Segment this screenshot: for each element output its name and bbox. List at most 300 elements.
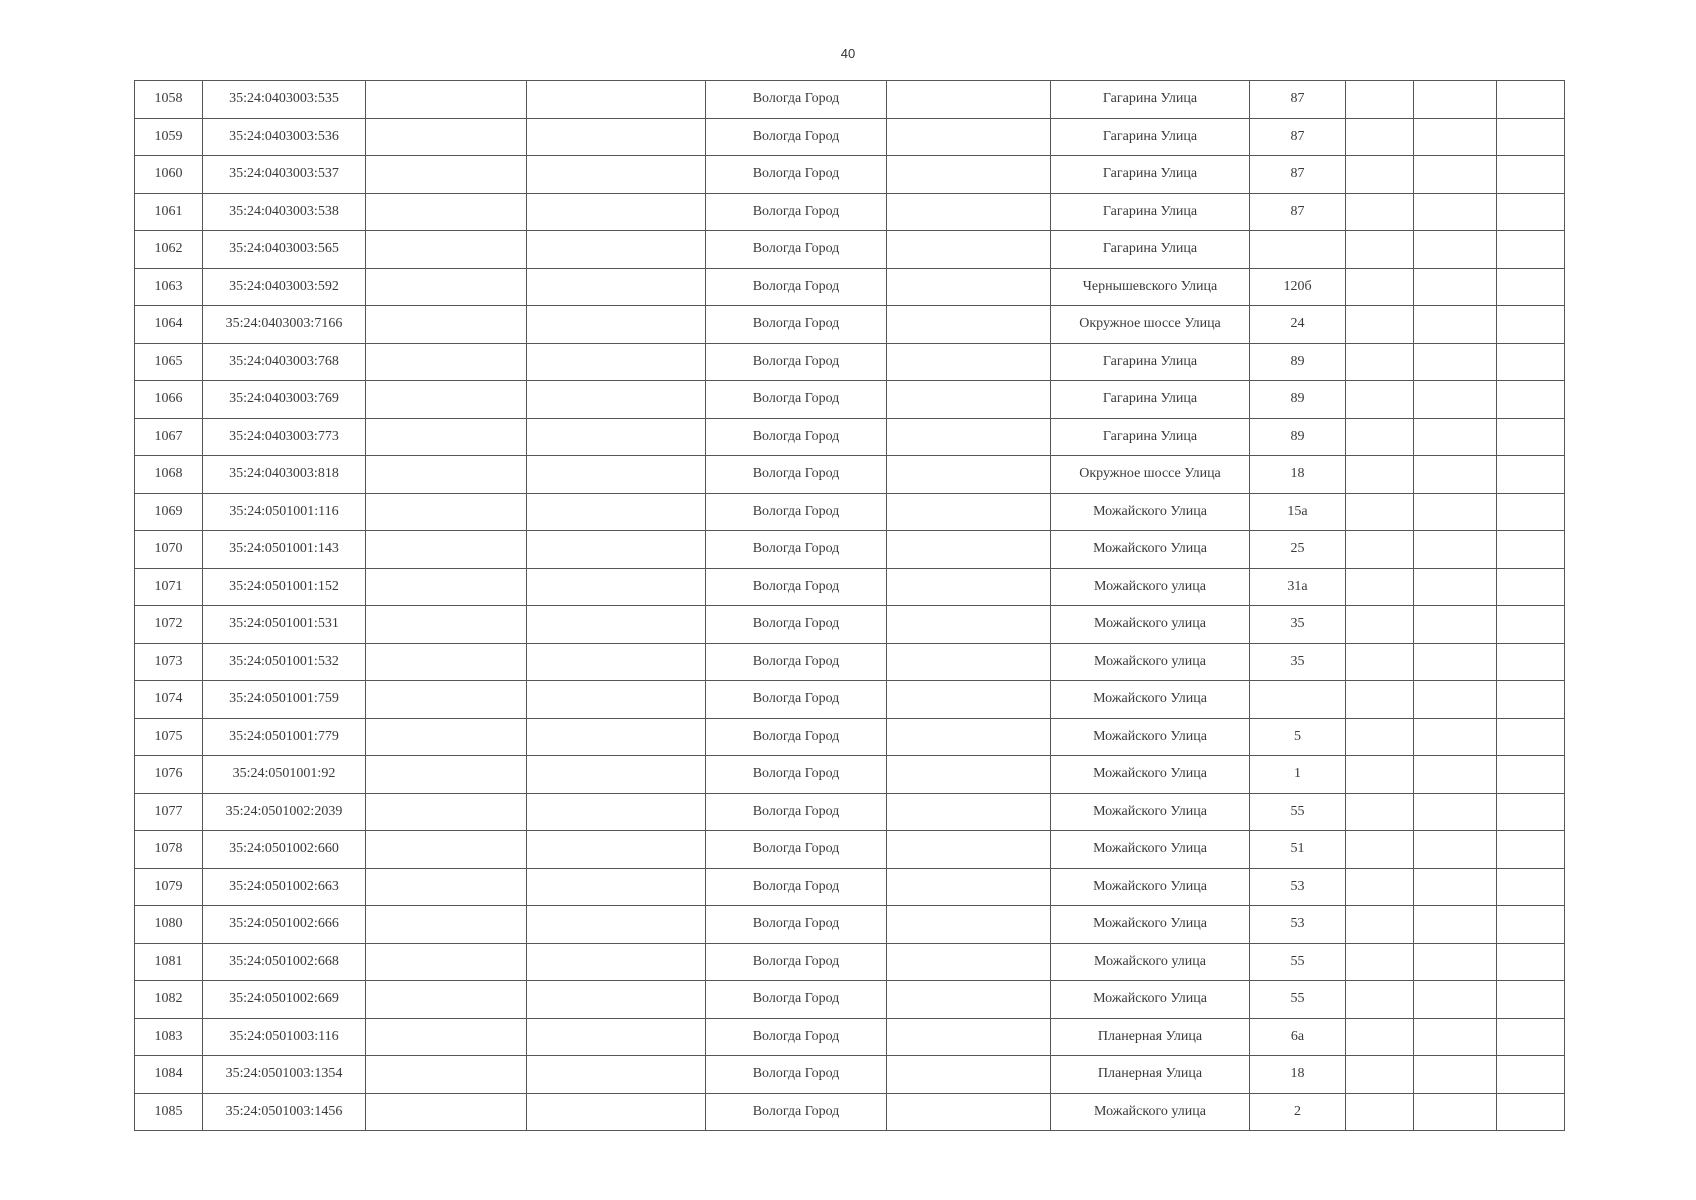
cadastral-number-cell: 35:24:0403003:536	[203, 118, 366, 156]
cadastral-number-cell: 35:24:0501003:1456	[203, 1093, 366, 1131]
city-cell: Вологда Город	[706, 118, 887, 156]
row-number-cell: 1068	[135, 456, 203, 494]
house-number-cell: 55	[1250, 981, 1346, 1019]
city-cell: Вологда Город	[706, 193, 887, 231]
empty-cell	[1497, 681, 1565, 719]
empty-cell	[527, 118, 706, 156]
row-number-cell: 1071	[135, 568, 203, 606]
empty-cell	[1414, 606, 1497, 644]
empty-cell	[1414, 306, 1497, 344]
empty-cell	[527, 681, 706, 719]
row-number-cell: 1064	[135, 306, 203, 344]
street-cell: Можайского улица	[1051, 606, 1250, 644]
table-row	[135, 943, 1565, 981]
empty-cell	[527, 568, 706, 606]
street-cell: Можайского улица	[1051, 1093, 1250, 1131]
empty-cell	[1346, 868, 1414, 906]
house-number-cell: 87	[1250, 81, 1346, 119]
city-cell: Вологда Город	[706, 493, 887, 531]
row-number-cell: 1073	[135, 643, 203, 681]
empty-cell	[1414, 643, 1497, 681]
city-cell: Вологда Город	[706, 1093, 887, 1131]
empty-cell	[1346, 231, 1414, 269]
empty-cell	[1497, 531, 1565, 569]
empty-cell	[887, 118, 1051, 156]
row-number-cell: 1085	[135, 1093, 203, 1131]
table-row	[135, 268, 1565, 306]
empty-cell	[366, 568, 527, 606]
table-body	[135, 81, 1565, 1131]
empty-cell	[527, 718, 706, 756]
cadastral-number-cell: 35:24:0501002:663	[203, 868, 366, 906]
empty-cell	[1497, 718, 1565, 756]
empty-cell	[1346, 943, 1414, 981]
empty-cell	[1346, 1056, 1414, 1094]
city-cell: Вологда Город	[706, 268, 887, 306]
cadastral-number-cell: 35:24:0403003:535	[203, 81, 366, 119]
empty-cell	[366, 943, 527, 981]
cadastral-number-cell: 35:24:0501001:143	[203, 531, 366, 569]
table-row	[135, 718, 1565, 756]
empty-cell	[527, 193, 706, 231]
cadastral-number-cell: 35:24:0403003:592	[203, 268, 366, 306]
empty-cell	[527, 268, 706, 306]
empty-cell	[1346, 418, 1414, 456]
empty-cell	[366, 793, 527, 831]
house-number-cell: 15а	[1250, 493, 1346, 531]
cadastral-number-cell: 35:24:0501002:660	[203, 831, 366, 869]
table-row	[135, 531, 1565, 569]
house-number-cell: 24	[1250, 306, 1346, 344]
house-number-cell	[1250, 231, 1346, 269]
empty-cell	[527, 381, 706, 419]
empty-cell	[1497, 456, 1565, 494]
street-cell: Можайского Улица	[1051, 793, 1250, 831]
empty-cell	[1414, 906, 1497, 944]
street-cell: Можайского Улица	[1051, 681, 1250, 719]
house-number-cell: 87	[1250, 118, 1346, 156]
empty-cell	[1497, 906, 1565, 944]
house-number-cell: 53	[1250, 868, 1346, 906]
empty-cell	[887, 756, 1051, 794]
empty-cell	[527, 418, 706, 456]
table-row	[135, 906, 1565, 944]
empty-cell	[366, 1018, 527, 1056]
empty-cell	[1414, 493, 1497, 531]
empty-cell	[1414, 268, 1497, 306]
row-number-cell: 1074	[135, 681, 203, 719]
house-number-cell: 55	[1250, 793, 1346, 831]
house-number-cell: 18	[1250, 456, 1346, 494]
cadastral-number-cell: 35:24:0501002:2039	[203, 793, 366, 831]
city-cell: Вологда Город	[706, 531, 887, 569]
empty-cell	[1497, 493, 1565, 531]
empty-cell	[366, 81, 527, 119]
property-registry-table	[134, 80, 1565, 1131]
empty-cell	[887, 568, 1051, 606]
empty-cell	[1346, 1018, 1414, 1056]
empty-cell	[1414, 718, 1497, 756]
row-number-cell: 1060	[135, 156, 203, 194]
row-number-cell: 1066	[135, 381, 203, 419]
empty-cell	[1414, 1018, 1497, 1056]
empty-cell	[887, 306, 1051, 344]
row-number-cell: 1079	[135, 868, 203, 906]
table-row	[135, 381, 1565, 419]
empty-cell	[366, 156, 527, 194]
empty-cell	[1346, 381, 1414, 419]
empty-cell	[1346, 793, 1414, 831]
house-number-cell: 18	[1250, 1056, 1346, 1094]
empty-cell	[1497, 756, 1565, 794]
city-cell: Вологда Город	[706, 643, 887, 681]
empty-cell	[1346, 981, 1414, 1019]
empty-cell	[887, 1018, 1051, 1056]
empty-cell	[1414, 193, 1497, 231]
city-cell: Вологда Город	[706, 1056, 887, 1094]
row-number-cell: 1065	[135, 343, 203, 381]
empty-cell	[1414, 756, 1497, 794]
table-row	[135, 418, 1565, 456]
table-row	[135, 231, 1565, 269]
house-number-cell: 53	[1250, 906, 1346, 944]
empty-cell	[1346, 831, 1414, 869]
table-row	[135, 868, 1565, 906]
empty-cell	[1497, 156, 1565, 194]
table-row	[135, 118, 1565, 156]
street-cell: Планерная Улица	[1051, 1056, 1250, 1094]
street-cell: Окружное шоссе Улица	[1051, 306, 1250, 344]
row-number-cell: 1067	[135, 418, 203, 456]
empty-cell	[1497, 418, 1565, 456]
table-row	[135, 643, 1565, 681]
empty-cell	[1346, 681, 1414, 719]
empty-cell	[366, 268, 527, 306]
cadastral-number-cell: 35:24:0501001:116	[203, 493, 366, 531]
cadastral-number-cell: 35:24:0403003:768	[203, 343, 366, 381]
empty-cell	[527, 231, 706, 269]
empty-cell	[1346, 1093, 1414, 1131]
empty-cell	[1414, 1056, 1497, 1094]
cadastral-number-cell: 35:24:0403003:565	[203, 231, 366, 269]
empty-cell	[887, 606, 1051, 644]
cadastral-number-cell: 35:24:0501003:116	[203, 1018, 366, 1056]
row-number-cell: 1058	[135, 81, 203, 119]
table-row	[135, 606, 1565, 644]
empty-cell	[1497, 1018, 1565, 1056]
house-number-cell: 87	[1250, 156, 1346, 194]
house-number-cell: 55	[1250, 943, 1346, 981]
house-number-cell: 31а	[1250, 568, 1346, 606]
city-cell: Вологда Город	[706, 606, 887, 644]
empty-cell	[1346, 343, 1414, 381]
empty-cell	[366, 193, 527, 231]
street-cell: Гагарина Улица	[1051, 343, 1250, 381]
street-cell: Чернышевского Улица	[1051, 268, 1250, 306]
empty-cell	[527, 343, 706, 381]
empty-cell	[1497, 643, 1565, 681]
street-cell: Гагарина Улица	[1051, 81, 1250, 119]
row-number-cell: 1084	[135, 1056, 203, 1094]
row-number-cell: 1082	[135, 981, 203, 1019]
cadastral-number-cell: 35:24:0403003:769	[203, 381, 366, 419]
cadastral-number-cell: 35:24:0403003:537	[203, 156, 366, 194]
row-number-cell: 1078	[135, 831, 203, 869]
table-row	[135, 981, 1565, 1019]
empty-cell	[1497, 943, 1565, 981]
empty-cell	[1414, 831, 1497, 869]
street-cell: Можайского Улица	[1051, 531, 1250, 569]
empty-cell	[1497, 831, 1565, 869]
empty-cell	[1497, 381, 1565, 419]
row-number-cell: 1080	[135, 906, 203, 944]
street-cell: Гагарина Улица	[1051, 418, 1250, 456]
street-cell: Окружное шоссе Улица	[1051, 456, 1250, 494]
street-cell: Гагарина Улица	[1051, 231, 1250, 269]
street-cell: Можайского Улица	[1051, 868, 1250, 906]
cadastral-number-cell: 35:24:0501001:92	[203, 756, 366, 794]
empty-cell	[887, 81, 1051, 119]
table-row	[135, 343, 1565, 381]
table-row	[135, 681, 1565, 719]
empty-cell	[527, 456, 706, 494]
street-cell: Можайского улица	[1051, 568, 1250, 606]
table-row	[135, 1093, 1565, 1131]
empty-cell	[1497, 568, 1565, 606]
empty-cell	[887, 156, 1051, 194]
table-row	[135, 193, 1565, 231]
city-cell: Вологда Город	[706, 906, 887, 944]
empty-cell	[1414, 418, 1497, 456]
empty-cell	[366, 306, 527, 344]
row-number-cell: 1069	[135, 493, 203, 531]
cadastral-number-cell: 35:24:0403003:7166	[203, 306, 366, 344]
cadastral-number-cell: 35:24:0501001:779	[203, 718, 366, 756]
cadastral-number-cell: 35:24:0501001:532	[203, 643, 366, 681]
house-number-cell: 89	[1250, 381, 1346, 419]
empty-cell	[1414, 156, 1497, 194]
empty-cell	[887, 643, 1051, 681]
empty-cell	[1346, 531, 1414, 569]
empty-cell	[1346, 268, 1414, 306]
street-cell: Гагарина Улица	[1051, 156, 1250, 194]
street-cell: Планерная Улица	[1051, 1018, 1250, 1056]
empty-cell	[887, 943, 1051, 981]
empty-cell	[1346, 718, 1414, 756]
empty-cell	[1497, 118, 1565, 156]
empty-cell	[366, 493, 527, 531]
row-number-cell: 1081	[135, 943, 203, 981]
cadastral-number-cell: 35:24:0501003:1354	[203, 1056, 366, 1094]
empty-cell	[1497, 81, 1565, 119]
empty-cell	[366, 606, 527, 644]
empty-cell	[887, 1093, 1051, 1131]
empty-cell	[366, 756, 527, 794]
empty-cell	[887, 493, 1051, 531]
city-cell: Вологда Город	[706, 756, 887, 794]
empty-cell	[1497, 1093, 1565, 1131]
row-number-cell: 1072	[135, 606, 203, 644]
empty-cell	[887, 456, 1051, 494]
empty-cell	[1414, 81, 1497, 119]
empty-cell	[1414, 868, 1497, 906]
empty-cell	[366, 456, 527, 494]
empty-cell	[366, 531, 527, 569]
house-number-cell: 89	[1250, 418, 1346, 456]
empty-cell	[887, 981, 1051, 1019]
empty-cell	[1346, 493, 1414, 531]
empty-cell	[1346, 156, 1414, 194]
house-number-cell: 51	[1250, 831, 1346, 869]
empty-cell	[366, 231, 527, 269]
empty-cell	[1414, 793, 1497, 831]
row-number-cell: 1062	[135, 231, 203, 269]
empty-cell	[527, 1056, 706, 1094]
empty-cell	[527, 793, 706, 831]
empty-cell	[527, 831, 706, 869]
empty-cell	[527, 1093, 706, 1131]
empty-cell	[1497, 981, 1565, 1019]
city-cell: Вологда Город	[706, 156, 887, 194]
empty-cell	[1497, 793, 1565, 831]
empty-cell	[887, 718, 1051, 756]
house-number-cell: 35	[1250, 643, 1346, 681]
city-cell: Вологда Город	[706, 943, 887, 981]
street-cell: Гагарина Улица	[1051, 193, 1250, 231]
table-row	[135, 156, 1565, 194]
empty-cell	[1497, 868, 1565, 906]
street-cell: Можайского Улица	[1051, 718, 1250, 756]
cadastral-number-cell: 35:24:0403003:773	[203, 418, 366, 456]
empty-cell	[527, 531, 706, 569]
table-row	[135, 306, 1565, 344]
street-cell: Можайского Улица	[1051, 493, 1250, 531]
empty-cell	[1414, 343, 1497, 381]
empty-cell	[527, 81, 706, 119]
empty-cell	[527, 943, 706, 981]
empty-cell	[1497, 231, 1565, 269]
empty-cell	[366, 681, 527, 719]
empty-cell	[527, 868, 706, 906]
street-cell: Можайского Улица	[1051, 756, 1250, 794]
house-number-cell: 6а	[1250, 1018, 1346, 1056]
empty-cell	[887, 793, 1051, 831]
empty-cell	[366, 643, 527, 681]
empty-cell	[1346, 118, 1414, 156]
city-cell: Вологда Город	[706, 456, 887, 494]
table-row	[135, 568, 1565, 606]
row-number-cell: 1083	[135, 1018, 203, 1056]
empty-cell	[1497, 268, 1565, 306]
empty-cell	[887, 831, 1051, 869]
empty-cell	[1346, 456, 1414, 494]
empty-cell	[366, 906, 527, 944]
street-cell: Можайского улица	[1051, 643, 1250, 681]
cadastral-number-cell: 35:24:0501002:668	[203, 943, 366, 981]
house-number-cell: 25	[1250, 531, 1346, 569]
house-number-cell: 87	[1250, 193, 1346, 231]
street-cell: Можайского Улица	[1051, 906, 1250, 944]
table-row	[135, 81, 1565, 119]
table-row	[135, 793, 1565, 831]
table-row	[135, 831, 1565, 869]
empty-cell	[527, 756, 706, 794]
empty-cell	[366, 1056, 527, 1094]
empty-cell	[1346, 193, 1414, 231]
empty-cell	[527, 906, 706, 944]
empty-cell	[1414, 568, 1497, 606]
row-number-cell: 1059	[135, 118, 203, 156]
empty-cell	[887, 268, 1051, 306]
city-cell: Вологда Город	[706, 1018, 887, 1056]
table-row	[135, 456, 1565, 494]
cadastral-number-cell: 35:24:0501001:759	[203, 681, 366, 719]
empty-cell	[366, 1093, 527, 1131]
city-cell: Вологда Город	[706, 231, 887, 269]
city-cell: Вологда Город	[706, 831, 887, 869]
row-number-cell: 1063	[135, 268, 203, 306]
empty-cell	[1414, 1093, 1497, 1131]
row-number-cell: 1077	[135, 793, 203, 831]
empty-cell	[1346, 306, 1414, 344]
empty-cell	[887, 193, 1051, 231]
city-cell: Вологда Город	[706, 718, 887, 756]
house-number-cell: 2	[1250, 1093, 1346, 1131]
city-cell: Вологда Город	[706, 981, 887, 1019]
street-cell: Гагарина Улица	[1051, 118, 1250, 156]
house-number-cell	[1250, 681, 1346, 719]
house-number-cell: 35	[1250, 606, 1346, 644]
empty-cell	[887, 418, 1051, 456]
house-number-cell: 89	[1250, 343, 1346, 381]
house-number-cell: 120б	[1250, 268, 1346, 306]
cadastral-number-cell: 35:24:0403003:538	[203, 193, 366, 231]
empty-cell	[527, 1018, 706, 1056]
city-cell: Вологда Город	[706, 793, 887, 831]
city-cell: Вологда Город	[706, 343, 887, 381]
empty-cell	[1414, 681, 1497, 719]
cadastral-number-cell: 35:24:0501002:666	[203, 906, 366, 944]
city-cell: Вологда Город	[706, 81, 887, 119]
street-cell: Гагарина Улица	[1051, 381, 1250, 419]
city-cell: Вологда Город	[706, 418, 887, 456]
empty-cell	[1414, 231, 1497, 269]
cadastral-number-cell: 35:24:0403003:818	[203, 456, 366, 494]
cadastral-number-cell: 35:24:0501001:152	[203, 568, 366, 606]
table-row	[135, 1056, 1565, 1094]
page-number: 40	[840, 46, 856, 61]
cadastral-number-cell: 35:24:0501002:669	[203, 981, 366, 1019]
empty-cell	[1414, 381, 1497, 419]
street-cell: Можайского Улица	[1051, 981, 1250, 1019]
empty-cell	[1497, 193, 1565, 231]
empty-cell	[366, 343, 527, 381]
empty-cell	[366, 118, 527, 156]
empty-cell	[527, 981, 706, 1019]
city-cell: Вологда Город	[706, 306, 887, 344]
empty-cell	[1414, 118, 1497, 156]
city-cell: Вологда Город	[706, 381, 887, 419]
row-number-cell: 1070	[135, 531, 203, 569]
table-row	[135, 493, 1565, 531]
table-row	[135, 1018, 1565, 1056]
row-number-cell: 1075	[135, 718, 203, 756]
empty-cell	[366, 981, 527, 1019]
empty-cell	[887, 868, 1051, 906]
empty-cell	[1346, 606, 1414, 644]
empty-cell	[1497, 306, 1565, 344]
empty-cell	[366, 868, 527, 906]
